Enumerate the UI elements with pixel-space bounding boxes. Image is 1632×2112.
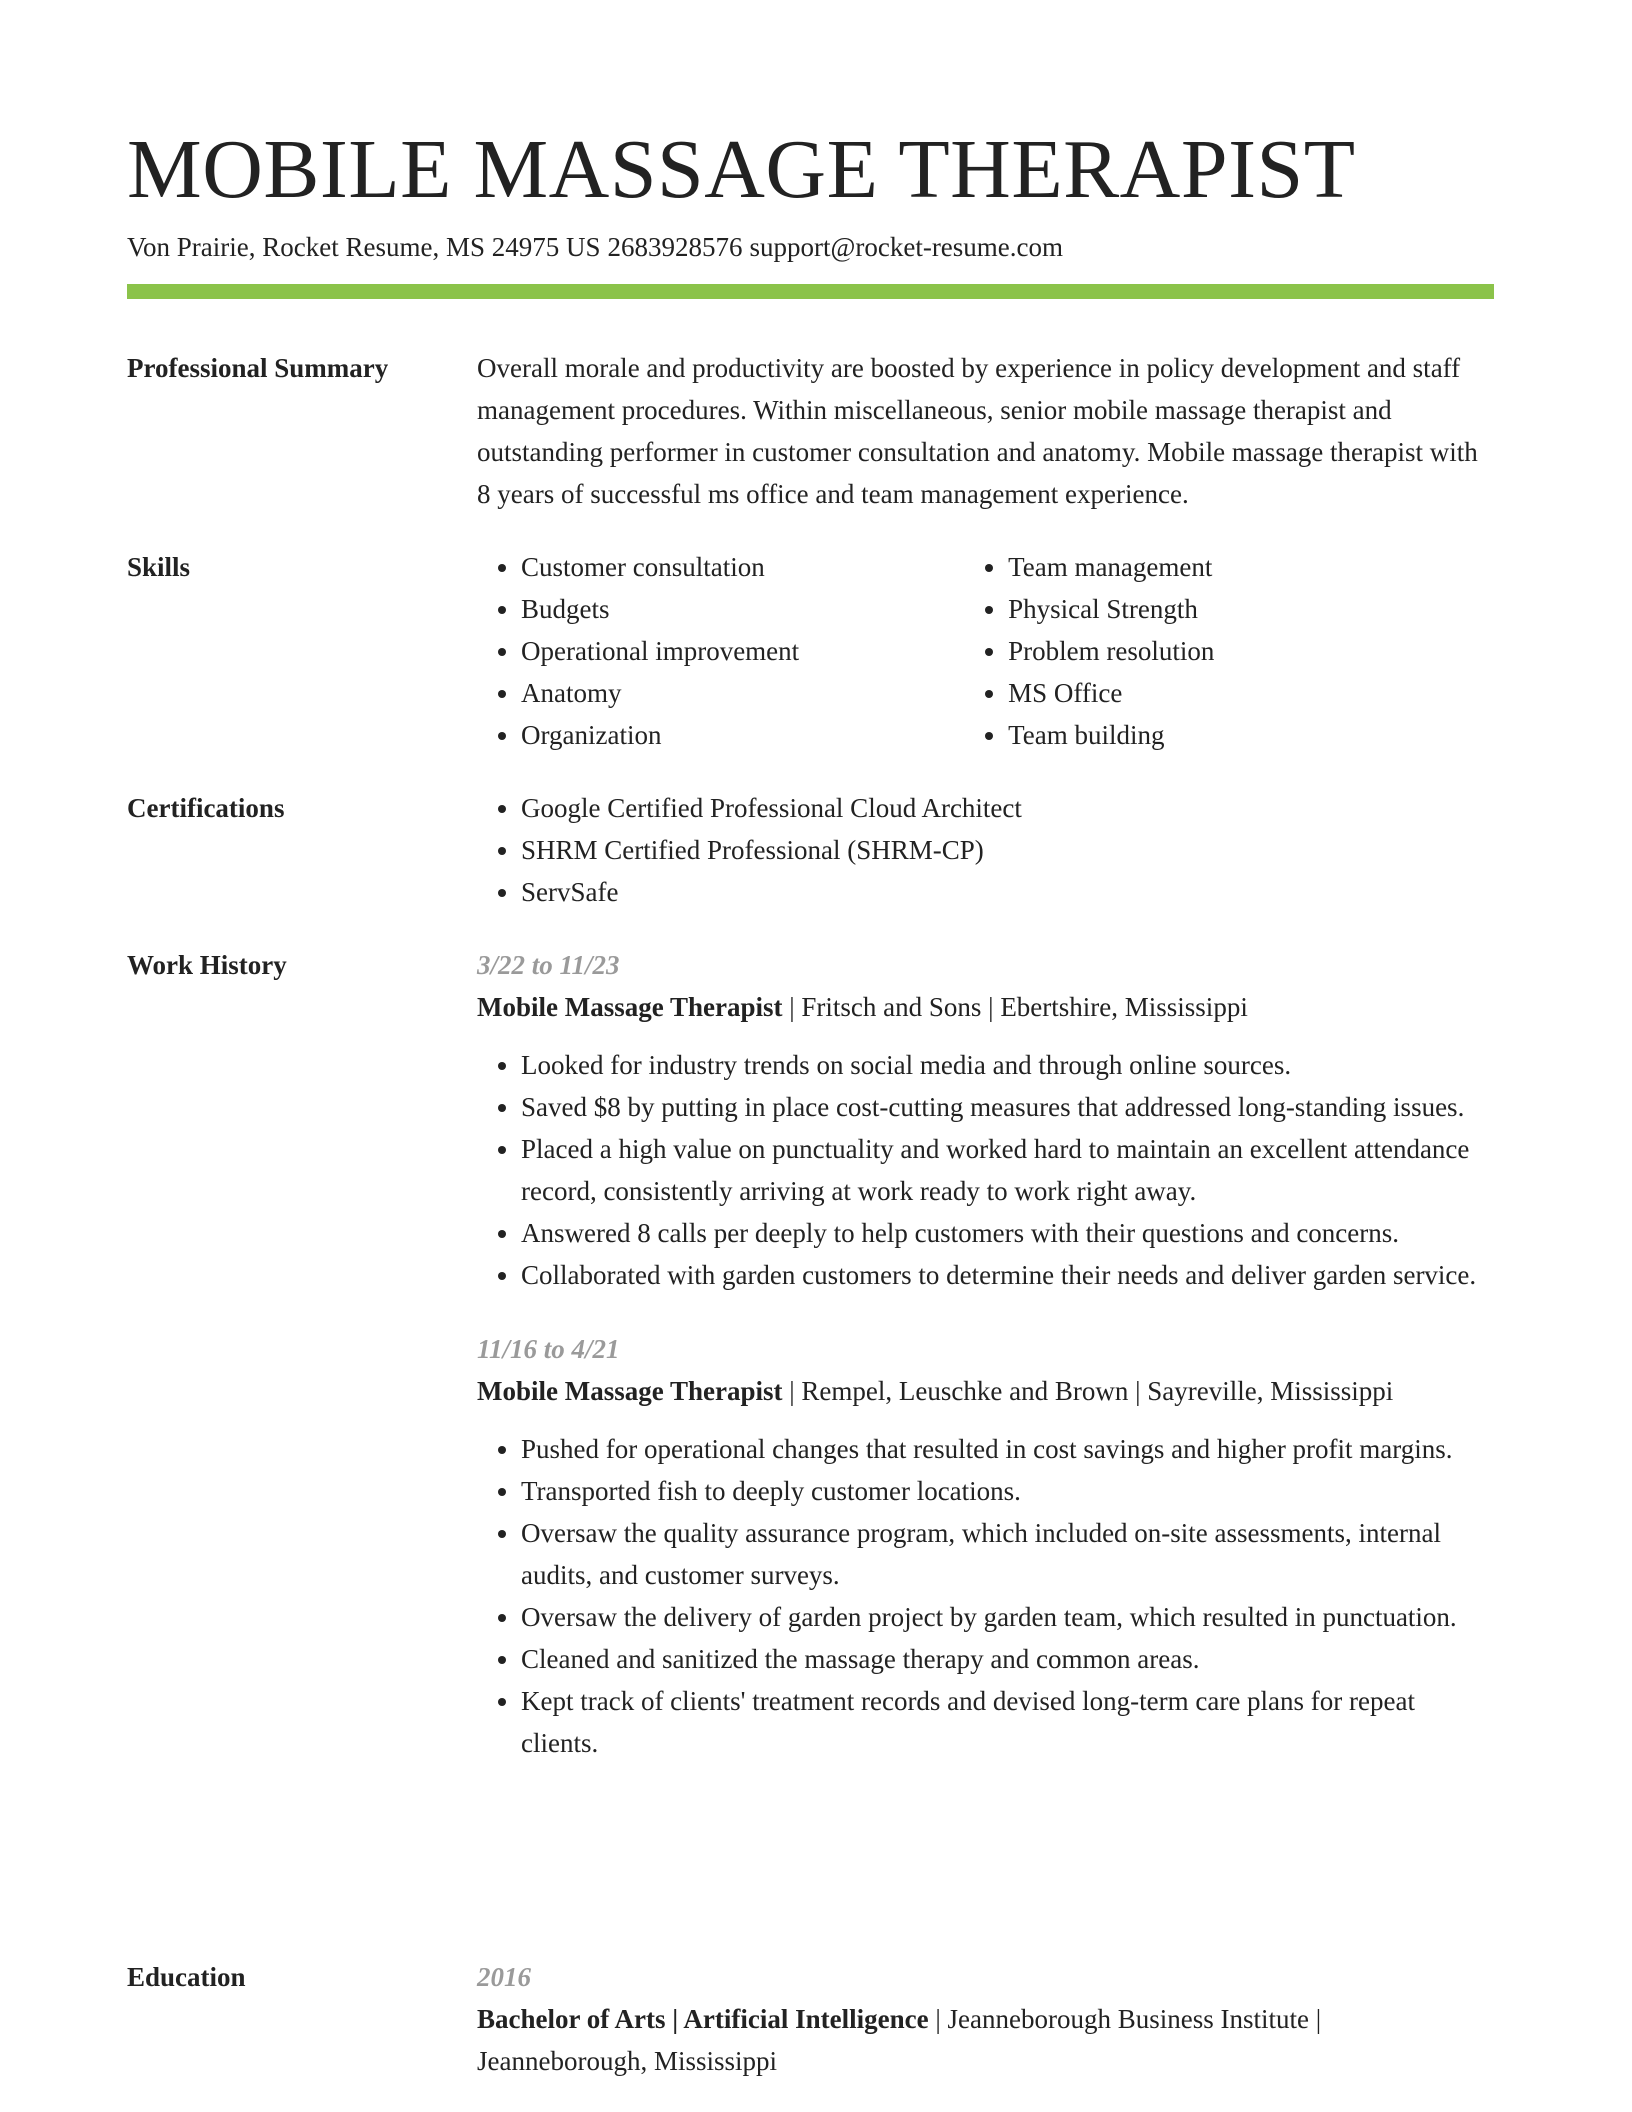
education-heading [477,1998,1494,2082]
education-year: 2016 [477,1962,531,1992]
job-bullet: • Oversaw the delivery of garden project by garden team, which resulted in punctuation. [521,1596,1494,1638]
job-bullet: • Kept track of clients' treatment records and devised long-term care plans for repeat clients. [521,1680,1494,1764]
contact-line [127,230,1063,264]
skill-item: • Physical Strength [1008,588,1494,630]
skill-item: • Problem resolution [1008,630,1494,672]
job-bullets [477,1044,1494,1296]
job-bullets [477,1428,1494,1764]
section-title-work-history: Work History [127,950,287,980]
skill-item: • Customer consultation [521,546,964,588]
skill-item: • Budgets [521,588,964,630]
skills-list-left [477,546,964,756]
certification-item: • SHRM Certified Professional (SHRM-CP) [521,829,1494,871]
section-title-skills: Skills [127,552,191,582]
job-bullet: • Collaborated with garden customers to determine their needs and deliver garden service. [521,1254,1494,1296]
section-title-certifications: Certifications [127,793,285,823]
certification-item: • ServSafe [521,871,1494,913]
certification-item: • Google Certified Professional Cloud Architect [521,787,1494,829]
contact-address: Von Prairie, Rocket Resume, MS 24975 US [127,232,601,262]
contact-phone: 2683928576 [607,232,743,262]
job-role: Mobile Massage Therapist [477,992,783,1022]
page-title: MOBILE MASSAGE THERAPIST [127,123,1356,216]
summary-text: Overall morale and productivity are boosted by experience in policy development and staff management procedures. Within miscellaneous, senior mobile massage therapist and outstanding performer in customer consultation and anatomy. Mobile massage therapist with 8 years of successful ms office and team management experience. [477,353,1478,509]
job-bullet: • Answered 8 calls per deeply to help customers with their questions and concerns. [521,1212,1494,1254]
skills-list-right [964,546,1494,756]
skill-item: • Organization [521,714,964,756]
skill-item: • Team building [1008,714,1494,756]
job-bullet: • Pushed for operational changes that resulted in cost savings and higher profit margins. [521,1428,1494,1470]
job-bullet: • Oversaw the quality assurance program, which included on-site assessments, internal audits, and customer surveys. [521,1512,1494,1596]
skill-item: • Team management [1008,546,1494,588]
job-dates: 3/22 to 11/23 [477,950,620,980]
job-details: | Fritsch and Sons | Ebertshire, Mississippi [782,992,1248,1022]
job-heading [477,986,1494,1028]
job-bullet: • Cleaned and sanitized the massage therapy and common areas. [521,1638,1494,1680]
job-bullet: • Looked for industry trends on social media and through online sources. [521,1044,1494,1086]
section-title-summary: Professional Summary [127,353,389,383]
contact-email: support@rocket-resume.com [749,232,1064,262]
job-bullet: • Transported fish to deeply customer locations. [521,1470,1494,1512]
job-entry [477,1328,1494,1764]
accent-divider [127,284,1494,299]
job-bullet: • Saved $8 by putting in place cost-cutting measures that addressed long-standing issues. [521,1086,1494,1128]
job-entry [477,944,1494,1296]
skill-item: • Operational improvement [521,630,964,672]
certifications-list [477,787,1494,913]
job-bullet: • Placed a high value on punctuality and worked hard to maintain an excellent attendance record, consistently arriving at work ready to work right away. [521,1128,1494,1212]
job-role: Mobile Massage Therapist [477,1376,783,1406]
skill-item: • MS Office [1008,672,1494,714]
education-degree: Bachelor of Arts | Artificial Intelligence [477,2004,929,2034]
job-dates: 11/16 to 4/21 [477,1334,620,1364]
education-details: | Jeanneborough Business Institute | Jeanneborough, Mississippi [477,2004,1322,2076]
job-details: | Rempel, Leuschke and Brown | Sayreville, Mississippi [782,1376,1394,1406]
section-title-education: Education [127,1962,246,1992]
skill-item: • Anatomy [521,672,964,714]
job-heading [477,1370,1494,1412]
